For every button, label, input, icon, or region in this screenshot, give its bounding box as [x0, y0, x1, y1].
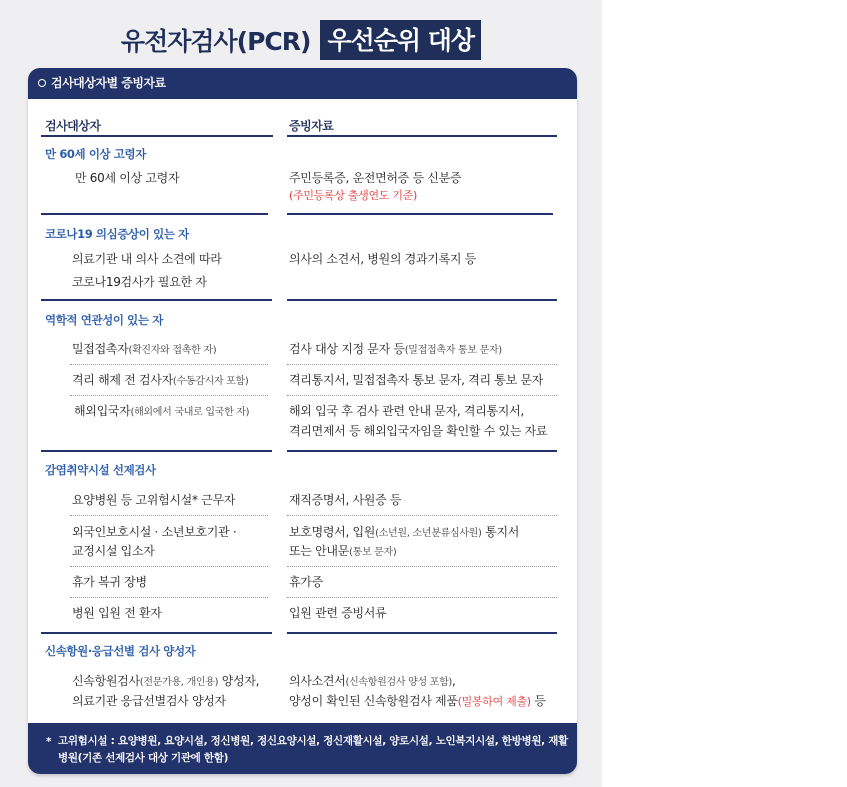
divider [41, 632, 272, 634]
asterisk-marker: * [46, 736, 52, 748]
divider [41, 135, 273, 137]
evidence-note: (주민등록상 출생연도 기준) [289, 189, 417, 202]
panel-header-title: 검사대상자별 증빙자료 [51, 76, 166, 90]
divider [287, 299, 557, 301]
target-text: 외국인보호시설 · 소년보호기관 · [72, 525, 237, 539]
dotted-divider [287, 597, 557, 598]
target-text: 해외입국자(해외에서 국내로 입국한 자) [74, 404, 250, 418]
evidence-text: 의사소견서(신속항원검사 양성 포함), [289, 674, 456, 688]
dotted-divider [70, 597, 268, 598]
evidence-panel [28, 68, 577, 774]
page-title-highlight: 우선순위 대상 [320, 20, 481, 60]
dotted-divider [70, 515, 268, 516]
target-text: 교정시설 입소자 [72, 544, 155, 558]
evidence-text: 또는 안내문(통보 문자) [289, 544, 397, 558]
divider [287, 135, 557, 137]
column-header-evidence: 증빙자료 [289, 119, 334, 133]
evidence-text: 의사의 소견서, 병원의 경과기록지 등 [289, 252, 476, 266]
evidence-text: 입원 관련 증빙서류 [289, 606, 387, 620]
column-header-target: 검사대상자 [45, 119, 101, 133]
target-text: 신속항원검사(전문가용, 개인용) 양성자, [72, 674, 260, 688]
page-title: 유전자검사(PCR) [120, 27, 311, 56]
target-text: 만 60세 이상 고령자 [75, 171, 180, 185]
footnote-bar [28, 723, 577, 774]
evidence-text: 검사 대상 지정 문자 등(밀접접촉자 통보 문자) [289, 342, 502, 356]
title-row [0, 20, 602, 60]
divider [287, 632, 557, 634]
dotted-divider [287, 395, 557, 396]
target-text: 격리 해제 전 검사자(수동감시자 포함) [72, 373, 249, 387]
circle-bullet-icon [38, 79, 46, 87]
dotted-divider [287, 515, 557, 516]
section-heading-rapid: 신속항원·응급선별 검사 양성자 [45, 644, 196, 658]
evidence-text: 격리통지서, 밀접접촉자 통보 문자, 격리 통보 문자 [289, 373, 543, 387]
dotted-divider [287, 566, 557, 567]
target-text: 병원 입원 전 환자 [72, 606, 162, 620]
divider [41, 299, 272, 301]
divider [287, 450, 557, 452]
target-text: 밀접접촉자(확진자와 접촉한 자) [72, 342, 217, 356]
evidence-text: 휴가증 [289, 575, 323, 589]
dotted-divider [70, 395, 268, 396]
dotted-divider [287, 364, 557, 365]
target-text: 코로나19검사가 필요한 자 [72, 275, 207, 289]
evidence-text: 보호명령서, 입원(소년원, 소년분류심사원) 통지서 [289, 525, 520, 539]
target-text: 휴가 복귀 장병 [72, 575, 147, 589]
section-heading-vulnerable: 감염취약시설 선제검사 [45, 463, 156, 477]
divider [287, 213, 553, 215]
divider [41, 450, 272, 452]
target-text: 의료기관 응급선별검사 양성자 [72, 694, 226, 708]
dotted-divider [70, 566, 268, 567]
evidence-text: 해외 입국 후 검사 관련 안내 문자, 격리통지서, [289, 404, 524, 418]
target-text: 요양병원 등 고위험시설* 근무자 [72, 493, 236, 507]
section-heading-epi: 역학적 연관성이 있는 자 [45, 313, 163, 327]
evidence-text: 재직증명서, 사원증 등 [289, 493, 402, 507]
section-heading-symptoms: 코로나19 의심증상이 있는 자 [45, 227, 189, 241]
dotted-divider [70, 364, 268, 365]
target-text: 의료기관 내 의사 소견에 따라 [72, 252, 222, 266]
panel-header [28, 68, 577, 99]
footnote-text: 고위험시설 : 요양병원, 요양시설, 정신병원, 정신요양시설, 정신재활시설, 양로시설, 노인복지시설, 한방병원, 재활병원(기존 선제검사 대상 기관에 한함) [58, 735, 568, 764]
evidence-text: 주민등록증, 운전면허증 등 신분증 [289, 171, 462, 185]
evidence-text: 양성이 확인된 신속항원검사 제품(밀봉하여 제출) 등 [289, 694, 546, 708]
evidence-text: 격리면제서 등 해외입국자임을 확인할 수 있는 자료 [289, 424, 548, 438]
divider [41, 213, 268, 215]
section-heading-age60: 만 60세 이상 고령자 [45, 147, 146, 161]
